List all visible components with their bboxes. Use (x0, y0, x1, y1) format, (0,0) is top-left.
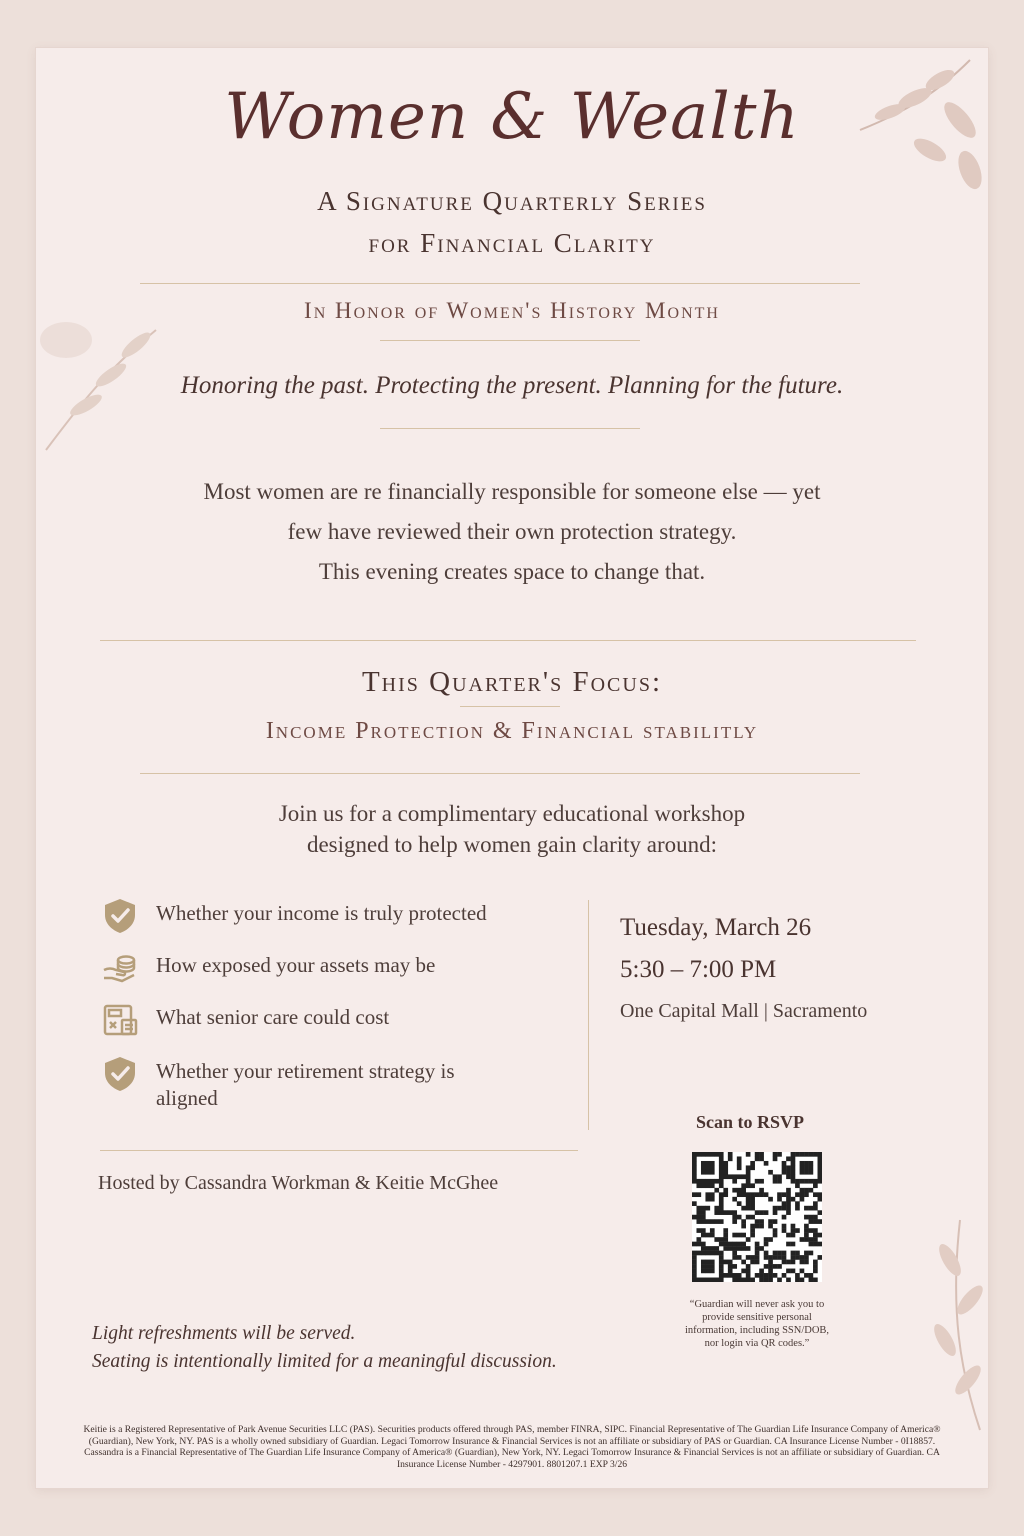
list-item (100, 896, 516, 936)
refreshments-line2: Seating is intentionally limited for a meaningful discussion. (92, 1351, 557, 1372)
vertical-divider (588, 900, 589, 1130)
refreshments-note (92, 1320, 557, 1376)
subtitle-line2: for Financial Clarity (368, 228, 656, 258)
shield-check-icon (100, 1054, 140, 1094)
divider (380, 340, 640, 341)
divider (100, 640, 916, 641)
honor-text: In Honor of Women's History Month (304, 298, 720, 323)
rsvp-qr-code[interactable] (692, 1152, 822, 1282)
intro-line2: few have reviewed their own protection strategy. (287, 519, 737, 544)
divider (380, 428, 640, 429)
focus-heading: This Quarter's Focus: (361, 666, 663, 698)
join-text (0, 798, 1024, 860)
event-location: One Capital Mall | Sacramento (620, 1000, 868, 1022)
join-line2: designed to help women gain clarity around: (306, 832, 718, 857)
list-item (100, 948, 516, 988)
bullet-text: What senior care could cost (156, 1005, 390, 1029)
subtitle-line1: A Signature Quarterly Series (317, 186, 707, 216)
focus-subheading: Income Protection & Financial stabilitly (265, 718, 759, 744)
coins-hand-icon (100, 948, 140, 988)
hosted-by: Hosted by Cassandra Workman & Keitie McGhee (98, 1172, 499, 1194)
rsvp-label: Scan to RSVP (695, 1112, 804, 1132)
leaf-decoration-bottom-right (880, 1200, 988, 1440)
divider (460, 706, 560, 707)
intro-line3: This evening creates space to change that. (318, 559, 706, 584)
tagline: Honoring the past. Protecting the present. Planning for the future. (180, 372, 844, 399)
divider (140, 773, 860, 774)
calculator-icon (100, 1000, 140, 1040)
event-date: Tuesday, March 26 (620, 914, 812, 941)
bullet-text: Whether your retirement strategy is aligned (156, 1059, 455, 1110)
divider (100, 1150, 578, 1151)
event-time: 5:30 – 7:00 PM (620, 956, 777, 983)
join-line1: Join us for a complimentary educational workshop (278, 801, 746, 826)
qr-disclaimer: “Guardian will never ask you to provide sensitive personal information, including SSN/DOB, nor login via QR codes.” (684, 1299, 830, 1349)
intro-line1: Most women are re financially responsible for someone else — yet (203, 479, 821, 504)
shield-check-icon (100, 896, 140, 936)
list-item (100, 1000, 516, 1040)
bullet-text: Whether your income is truly protected (156, 901, 487, 925)
poster-paper (36, 48, 988, 1488)
bullet-text: How exposed your assets may be (156, 953, 436, 977)
list-item (100, 1054, 496, 1112)
legal-disclaimer: Keitie is a Registered Representative of Park Avenue Securities LLC (PAS). Securities products offered through PAS, member FINRA, SIPC. Financial Representative of The Guardian Life Insurance Company of America® (Guardian), New York, NY. PAS is a wholly owned subsidiary of Guardian. Legaci Tomorrow Insurance & Financial Services is not an affiliate or subsidiary of PAS or Guardian. CA Insurance License Number - 0I18857. Cassandra is a Financial Representative of The Guardian Life Insurance Company of America® (Guardian), New York, NY. Legaci Tomorrow Insurance & Financial Services is not an affiliate or subsidiary of Guardian. CA Insurance License Number - 4297901. 8801207.1 EXP 3/26 (83, 1424, 941, 1470)
refreshments-line1: Light refreshments will be served. (92, 1323, 356, 1344)
divider (140, 283, 860, 284)
intro-paragraph (0, 472, 1024, 592)
poster-title: Women & Wealth (224, 80, 800, 154)
